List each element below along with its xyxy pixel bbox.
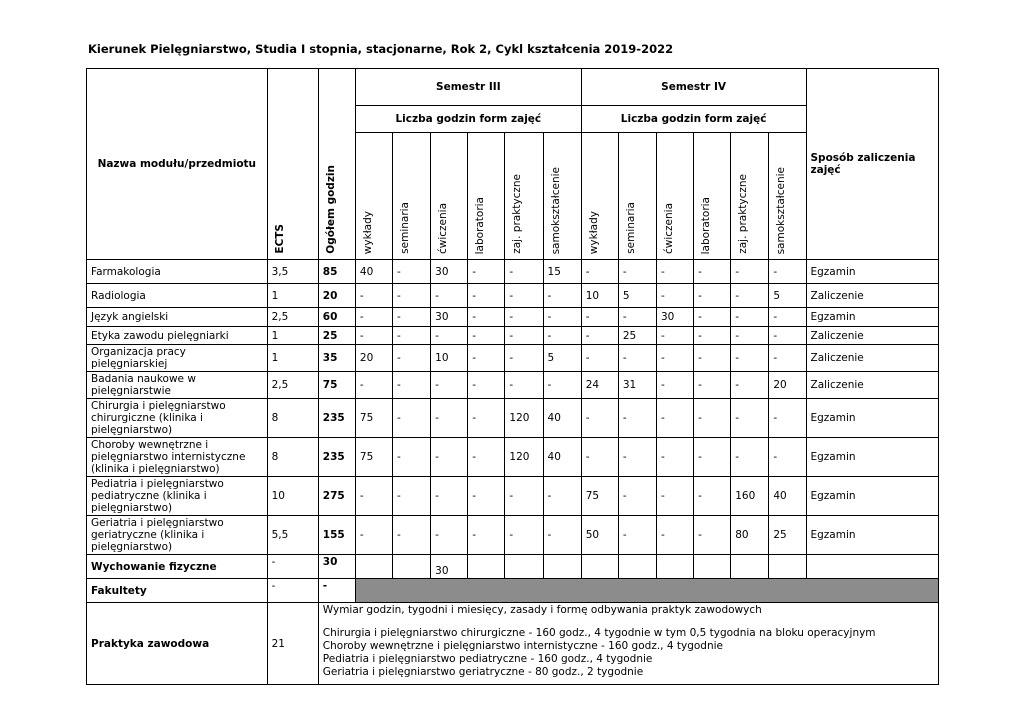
sem4-hours-cell: -: [731, 345, 769, 372]
sem3-hours-cell: -: [505, 477, 543, 516]
sem4-hours-cell: -: [731, 284, 769, 308]
sem3-hours-cell: -: [468, 308, 505, 327]
module-name: Pediatria i pielęgniarstwo pediatryczne (klinika i pielęgniarstwo): [87, 477, 268, 516]
table-row: [87, 477, 939, 516]
sem3-hours-cell: -: [468, 372, 505, 399]
practice-line: Choroby wewnętrzne i pielęgniarstwo internistyczne - 160 godz., 4 tygodnie: [322, 640, 723, 652]
header-col-sem3-5: samokształcenie: [543, 133, 581, 260]
practice-intro: Wymiar godzin, tygodni i miesięcy, zasady i formę odbywania praktyk zawodowych: [322, 604, 762, 616]
module-name: Praktyka zawodowa: [87, 603, 268, 685]
sem3-hours-cell: -: [393, 308, 431, 327]
sem3-hours-cell: -: [393, 516, 431, 555]
sem3-hours-cell: -: [431, 327, 468, 345]
sem3-hours-cell: -: [468, 438, 505, 477]
sem3-hours-cell: -: [393, 438, 431, 477]
sem3-hours-cell: -: [355, 308, 392, 327]
module-name: Choroby wewnętrzne i pielęgniarstwo internistyczne (klinika i pielęgniarstwo): [87, 438, 268, 477]
curriculum-table: [86, 68, 939, 685]
sem3-hours-cell: [355, 555, 392, 579]
total-hours-value: 155: [318, 516, 355, 555]
sem4-hours-cell: 31: [618, 372, 656, 399]
sem4-hours-cell: -: [694, 372, 731, 399]
sem4-hours-cell: 25: [618, 327, 656, 345]
sem4-hours-cell: 30: [656, 308, 693, 327]
header-col-sem3-2: ćwiczenia: [431, 133, 468, 260]
total-hours-value: 235: [318, 399, 355, 438]
ects-value: 8: [267, 438, 318, 477]
table-row: [87, 345, 939, 372]
sem4-hours-cell: 20: [769, 372, 806, 399]
header-col-sem4-0: wykłady: [581, 133, 618, 260]
sem4-hours-cell: -: [694, 477, 731, 516]
header-credit-method: Sposób zaliczenia zajęć: [806, 69, 939, 260]
sem3-hours-cell: -: [355, 284, 392, 308]
sem3-hours-cell: -: [431, 516, 468, 555]
sem4-hours-cell: -: [769, 327, 806, 345]
sem4-hours-cell: -: [618, 345, 656, 372]
sem4-hours-cell: [656, 555, 693, 579]
sem4-hours-cell: 80: [731, 516, 769, 555]
header-col-sem3-0: wykłady: [355, 133, 392, 260]
module-name: Organizacja pracy pielęgniarskiej: [87, 345, 268, 372]
table-row: [87, 438, 939, 477]
header-forms-sem4: Liczba godzin form zajęć: [581, 106, 806, 133]
header-col-sem4-4: zaj. praktyczne: [731, 133, 769, 260]
practice-line: Pediatria i pielęgniarstwo pediatryczne - 160 godz., 4 tygodnie: [322, 653, 653, 665]
ects-value: -: [267, 579, 318, 603]
sem3-hours-cell: [543, 555, 581, 579]
sem4-hours-cell: -: [581, 327, 618, 345]
sem3-hours-cell: 40: [543, 438, 581, 477]
sem4-hours-cell: -: [731, 308, 769, 327]
sem3-hours-cell: -: [543, 284, 581, 308]
sem3-hours-cell: -: [505, 327, 543, 345]
sem4-hours-cell: -: [769, 308, 806, 327]
sem3-hours-cell: -: [355, 372, 392, 399]
sem4-hours-cell: -: [694, 399, 731, 438]
sem4-hours-cell: -: [769, 438, 806, 477]
sem4-hours-cell: -: [694, 516, 731, 555]
sem3-hours-cell: [468, 555, 505, 579]
sem3-hours-cell: 30: [431, 260, 468, 284]
sem4-hours-cell: -: [656, 345, 693, 372]
ects-value: 8: [267, 399, 318, 438]
sem4-hours-cell: -: [769, 345, 806, 372]
sem3-hours-cell: -: [431, 438, 468, 477]
sem3-hours-cell: 120: [505, 399, 543, 438]
credit-method: Zaliczenie: [806, 284, 939, 308]
module-name: Farmakologia: [87, 260, 268, 284]
module-name: Fakultety: [87, 579, 268, 603]
credit-method: Zaliczenie: [806, 345, 939, 372]
total-hours-value: 75: [318, 372, 355, 399]
sem4-hours-cell: -: [618, 399, 656, 438]
table-row: [87, 308, 939, 327]
sem3-hours-cell: -: [468, 477, 505, 516]
credit-method: Egzamin: [806, 399, 939, 438]
sem4-hours-cell: -: [656, 516, 693, 555]
header-col-sem4-1: seminaria: [618, 133, 656, 260]
ects-value: 1: [267, 327, 318, 345]
table-row: [87, 327, 939, 345]
sem3-hours-cell: -: [505, 516, 543, 555]
shaded-cell: [355, 579, 938, 603]
ects-value: 10: [267, 477, 318, 516]
sem3-hours-cell: -: [505, 308, 543, 327]
total-hours-value: 35: [318, 345, 355, 372]
header-module: Nazwa modułu/przedmiotu: [87, 69, 268, 260]
sem3-hours-cell: -: [393, 327, 431, 345]
sem3-hours-cell: -: [505, 372, 543, 399]
sem4-hours-cell: -: [581, 308, 618, 327]
sem4-hours-cell: -: [731, 260, 769, 284]
sem3-hours-cell: -: [468, 284, 505, 308]
sem3-hours-cell: -: [505, 284, 543, 308]
sem3-hours-cell: -: [543, 516, 581, 555]
module-name: Geriatria i pielęgniarstwo geriatryczne (klinika i pielęgniarstwo): [87, 516, 268, 555]
header-col-sem3-4: zaj. praktyczne: [505, 133, 543, 260]
ects-value: -: [267, 555, 318, 579]
ects-value: 21: [267, 603, 318, 685]
sem3-hours-cell: 20: [355, 345, 392, 372]
sem3-hours-cell: -: [393, 284, 431, 308]
credit-method: Egzamin: [806, 308, 939, 327]
sem3-hours-cell: -: [431, 399, 468, 438]
sem3-hours-cell: -: [468, 516, 505, 555]
sem4-hours-cell: -: [656, 477, 693, 516]
sem3-hours-cell: -: [505, 345, 543, 372]
total-hours-value: 235: [318, 438, 355, 477]
sem4-hours-cell: -: [694, 345, 731, 372]
sem4-hours-cell: 5: [769, 284, 806, 308]
table-row: [87, 399, 939, 438]
sem4-hours-cell: -: [731, 372, 769, 399]
sem3-hours-cell: -: [431, 372, 468, 399]
sem4-hours-cell: -: [618, 308, 656, 327]
sem4-hours-cell: 25: [769, 516, 806, 555]
total-hours-value: 60: [318, 308, 355, 327]
credit-method: [806, 555, 939, 579]
header-col-sem3-3: laboratoria: [468, 133, 505, 260]
table-row: [87, 260, 939, 284]
sem3-hours-cell: -: [431, 477, 468, 516]
sem4-hours-cell: -: [731, 438, 769, 477]
sem4-hours-cell: -: [694, 438, 731, 477]
sem4-hours-cell: -: [656, 284, 693, 308]
sem4-hours-cell: -: [618, 477, 656, 516]
module-name: Język angielski: [87, 308, 268, 327]
header-semester-4: Semestr IV: [581, 69, 806, 106]
sem4-hours-cell: 75: [581, 477, 618, 516]
module-name: Chirurgia i pielęgniarstwo chirurgiczne (klinika i pielęgniarstwo): [87, 399, 268, 438]
sem3-hours-cell: 10: [431, 345, 468, 372]
practice-line: Chirurgia i pielęgniarstwo chirurgiczne - 160 godz., 4 tygodnie w tym 0,5 tygodnia na bloku operacyjnym: [322, 627, 876, 639]
sem4-hours-cell: -: [694, 284, 731, 308]
module-name: Radiologia: [87, 284, 268, 308]
sem4-hours-cell: 160: [731, 477, 769, 516]
total-hours-value: 85: [318, 260, 355, 284]
sem4-hours-cell: -: [656, 399, 693, 438]
sem3-hours-cell: -: [543, 477, 581, 516]
sem4-hours-cell: 5: [618, 284, 656, 308]
sem3-hours-cell: 40: [355, 260, 392, 284]
header-col-sem4-5: samokształcenie: [769, 133, 806, 260]
ects-value: 3,5: [267, 260, 318, 284]
sem4-hours-cell: -: [581, 399, 618, 438]
table-row-practice: [87, 603, 939, 685]
sem4-hours-cell: [581, 555, 618, 579]
sem4-hours-cell: [618, 555, 656, 579]
total-hours-value: 30: [318, 555, 355, 579]
sem3-hours-cell: 15: [543, 260, 581, 284]
sem4-hours-cell: -: [581, 260, 618, 284]
sem4-hours-cell: -: [618, 260, 656, 284]
sem3-hours-cell: -: [393, 477, 431, 516]
sem3-hours-cell: 75: [355, 399, 392, 438]
header-col-sem3-1: seminaria: [393, 133, 431, 260]
table-row: [87, 372, 939, 399]
ects-value: 5,5: [267, 516, 318, 555]
sem3-hours-cell: [393, 555, 431, 579]
sem4-hours-cell: -: [656, 438, 693, 477]
sem4-hours-cell: -: [769, 399, 806, 438]
sem3-hours-cell: -: [543, 372, 581, 399]
sem3-hours-cell: -: [543, 308, 581, 327]
practice-details: [318, 603, 938, 685]
sem4-hours-cell: -: [656, 327, 693, 345]
sem3-hours-cell: -: [505, 260, 543, 284]
ects-value: 2,5: [267, 308, 318, 327]
sem4-hours-cell: -: [694, 308, 731, 327]
sem4-hours-cell: 40: [769, 477, 806, 516]
sem4-hours-cell: [731, 555, 769, 579]
header-ects: ECTS: [267, 69, 318, 260]
total-hours-value: -: [318, 579, 355, 603]
header-semester-3: Semestr III: [355, 69, 581, 106]
sem3-hours-cell: -: [393, 399, 431, 438]
sem4-hours-cell: -: [581, 438, 618, 477]
module-name: Etyka zawodu pielęgniarki: [87, 327, 268, 345]
document-title: Kierunek Pielęgniarstwo, Studia I stopnia, stacjonarne, Rok 2, Cykl kształcenia 2019-2022: [88, 42, 674, 56]
sem3-hours-cell: 30: [431, 308, 468, 327]
credit-method: Egzamin: [806, 516, 939, 555]
sem3-hours-cell: 75: [355, 438, 392, 477]
credit-method: Zaliczenie: [806, 327, 939, 345]
sem4-hours-cell: 50: [581, 516, 618, 555]
ects-value: 2,5: [267, 372, 318, 399]
table-row-electives: [87, 579, 939, 603]
credit-method: Egzamin: [806, 260, 939, 284]
sem4-hours-cell: -: [731, 327, 769, 345]
sem3-hours-cell: -: [355, 477, 392, 516]
sem3-hours-cell: -: [393, 260, 431, 284]
sem3-hours-cell: -: [355, 327, 392, 345]
practice-line: Geriatria i pielęgniarstwo geriatryczne - 80 godz., 2 tygodnie: [322, 666, 644, 678]
sem3-hours-cell: 5: [543, 345, 581, 372]
sem3-hours-cell: -: [431, 284, 468, 308]
header-col-sem4-3: laboratoria: [694, 133, 731, 260]
table-row: [87, 516, 939, 555]
credit-method: Egzamin: [806, 477, 939, 516]
header-forms-sem3: Liczba godzin form zajęć: [355, 106, 581, 133]
sem3-hours-cell: -: [393, 345, 431, 372]
sem4-hours-cell: -: [694, 260, 731, 284]
sem3-hours-cell: -: [468, 345, 505, 372]
table-row-pe: [87, 555, 939, 579]
sem3-hours-cell: 120: [505, 438, 543, 477]
sem3-hours-cell: -: [543, 327, 581, 345]
sem3-hours-cell: 40: [543, 399, 581, 438]
table-row: [87, 284, 939, 308]
total-hours-value: 25: [318, 327, 355, 345]
module-name: Badania naukowe w pielęgniarstwie: [87, 372, 268, 399]
ects-value: 1: [267, 284, 318, 308]
header-total-hours: Ogółem godzin: [318, 69, 355, 260]
sem4-hours-cell: [694, 555, 731, 579]
sem4-hours-cell: [769, 555, 806, 579]
sem4-hours-cell: -: [581, 345, 618, 372]
sem4-hours-cell: -: [694, 327, 731, 345]
sem3-hours-cell: -: [468, 399, 505, 438]
header-col-sem4-2: ćwiczenia: [656, 133, 693, 260]
sem4-hours-cell: 24: [581, 372, 618, 399]
sem3-hours-cell: -: [355, 516, 392, 555]
credit-method: Egzamin: [806, 438, 939, 477]
module-name: Wychowanie fizyczne: [87, 555, 268, 579]
ects-value: 1: [267, 345, 318, 372]
sem3-hours-cell: 30: [431, 555, 468, 579]
sem3-hours-cell: -: [468, 260, 505, 284]
sem3-hours-cell: [505, 555, 543, 579]
total-hours-value: 275: [318, 477, 355, 516]
sem4-hours-cell: -: [769, 260, 806, 284]
sem4-hours-cell: -: [731, 399, 769, 438]
sem4-hours-cell: 10: [581, 284, 618, 308]
total-hours-value: 20: [318, 284, 355, 308]
credit-method: Zaliczenie: [806, 372, 939, 399]
sem4-hours-cell: -: [618, 516, 656, 555]
sem4-hours-cell: -: [656, 260, 693, 284]
sem3-hours-cell: -: [393, 372, 431, 399]
sem4-hours-cell: -: [656, 372, 693, 399]
sem3-hours-cell: -: [468, 327, 505, 345]
sem4-hours-cell: -: [618, 438, 656, 477]
